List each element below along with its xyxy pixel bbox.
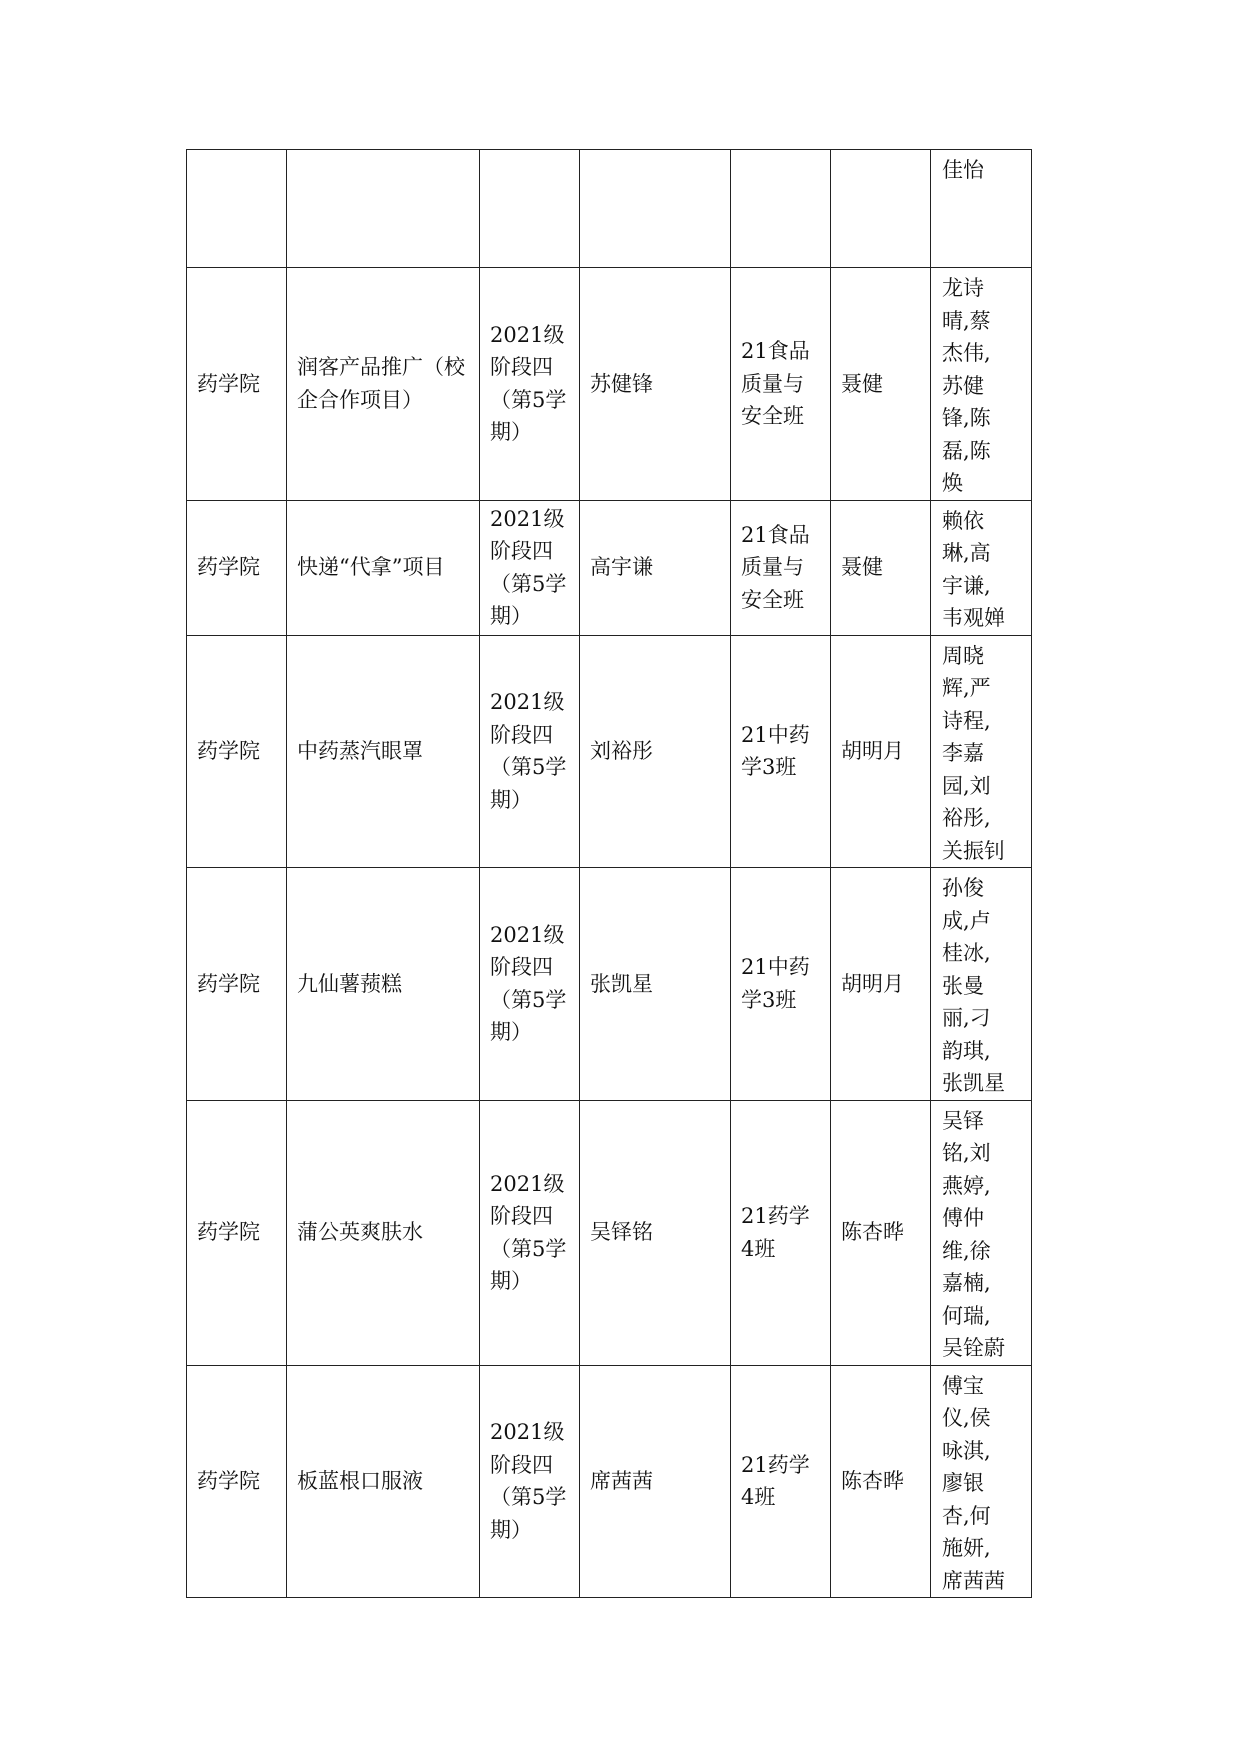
members-cell	[931, 150, 1032, 268]
project-roster-table	[186, 149, 1032, 1598]
advisor-cell: 陈杏晔	[831, 1100, 931, 1365]
member-line: 磊,陈	[942, 438, 991, 463]
college-cell: 药学院	[187, 635, 287, 868]
member-line: 韦观婵	[942, 606, 1005, 630]
member-line: 李嘉	[942, 741, 984, 765]
project-name-cell: 快递“代拿”项目	[287, 500, 480, 635]
advisor-cell: 聂健	[831, 268, 931, 501]
advisor-cell: 聂健	[831, 500, 931, 635]
member-line: 燕婷,	[942, 1173, 991, 1198]
class-cell: 21食品质量与安全班	[731, 268, 831, 501]
stage-cell	[480, 150, 580, 268]
member-line: 杰伟,	[942, 341, 991, 365]
class-cell: 21药学4班	[731, 1100, 831, 1365]
college-cell: 药学院	[187, 1365, 287, 1598]
members-cell	[931, 1100, 1032, 1365]
members-cell	[931, 635, 1032, 868]
member-line: 丽,刁	[942, 1006, 991, 1030]
member-line: 成,卢	[942, 908, 991, 933]
college-cell: 药学院	[187, 268, 287, 501]
member-line: 裕彤,	[942, 806, 991, 830]
member-line: 张曼	[942, 973, 984, 998]
table-row	[187, 150, 1032, 268]
project-name-cell: 润客产品推广（校企合作项目）	[287, 268, 480, 501]
stage-cell: 2021级阶段四（第5学期）	[480, 1100, 580, 1365]
member-line: 维,徐	[942, 1238, 991, 1263]
class-cell	[731, 150, 831, 268]
class-cell: 21药学4班	[731, 1365, 831, 1598]
member-line: 吴铎	[942, 1108, 984, 1133]
leader-cell: 苏健锋	[580, 268, 731, 501]
member-line: 嘉楠,	[942, 1271, 991, 1295]
class-cell: 21中药学3班	[731, 868, 831, 1101]
member-line: 赖依	[942, 508, 984, 533]
stage-cell: 2021级阶段四（第5学期）	[480, 868, 580, 1101]
leader-cell: 刘裕彤	[580, 635, 731, 868]
leader-cell: 张凯星	[580, 868, 731, 1101]
member-line: 关振钊	[942, 838, 1005, 863]
advisor-cell	[831, 150, 931, 268]
member-line: 铭,刘	[942, 1141, 991, 1165]
college-cell	[187, 150, 287, 268]
table-row	[187, 1365, 1032, 1598]
member-line: 宇谦,	[942, 573, 991, 598]
stage-cell: 2021级阶段四（第5学期）	[480, 1365, 580, 1598]
project-name-cell: 中药蒸汽眼罩	[287, 635, 480, 868]
college-cell: 药学院	[187, 1100, 287, 1365]
member-line: 苏健	[942, 373, 984, 398]
advisor-cell: 胡明月	[831, 868, 931, 1101]
project-name-cell	[287, 150, 480, 268]
member-line: 施妍,	[942, 1536, 991, 1560]
member-line: 廖银	[942, 1471, 984, 1495]
leader-cell	[580, 150, 731, 268]
stage-cell: 2021级阶段四（第5学期）	[480, 635, 580, 868]
table-row	[187, 1100, 1032, 1365]
member-line: 龙诗	[942, 276, 984, 300]
class-cell: 21中药学3班	[731, 635, 831, 868]
member-line: 咏淇,	[942, 1438, 991, 1463]
members-cell	[931, 500, 1032, 635]
member-line: 锋,陈	[942, 406, 991, 430]
table-body	[187, 150, 1032, 1598]
members-cell	[931, 868, 1032, 1101]
member-line: 吴铨蔚	[942, 1336, 1005, 1360]
member-line: 杏,何	[942, 1503, 991, 1528]
advisor-cell: 陈杏晔	[831, 1365, 931, 1598]
member-line: 琳,高	[942, 541, 991, 565]
table-row	[187, 500, 1032, 635]
stage-cell: 2021级阶段四（第5学期）	[480, 268, 580, 501]
members-cell	[931, 1365, 1032, 1598]
project-name-cell: 蒲公英爽肤水	[287, 1100, 480, 1365]
members-cell	[931, 268, 1032, 501]
member-line: 焕	[942, 471, 963, 495]
college-cell: 药学院	[187, 500, 287, 635]
project-name-cell: 板蓝根口服液	[287, 1365, 480, 1598]
college-cell: 药学院	[187, 868, 287, 1101]
table-row	[187, 635, 1032, 868]
member-line: 仪,侯	[942, 1406, 991, 1430]
stage-cell: 2021级阶段四（第5学期）	[480, 500, 580, 635]
member-line: 佳怡	[942, 158, 984, 182]
member-line: 园,刘	[942, 773, 991, 798]
member-line: 晴,蔡	[942, 308, 991, 333]
member-line: 周晓	[942, 643, 984, 668]
member-line: 席茜茜	[942, 1568, 1005, 1593]
member-line: 孙俊	[942, 876, 984, 900]
member-line: 辉,严	[942, 676, 991, 700]
project-name-cell: 九仙薯蓣糕	[287, 868, 480, 1101]
leader-cell: 席茜茜	[580, 1365, 731, 1598]
leader-cell: 吴铎铭	[580, 1100, 731, 1365]
table-row	[187, 268, 1032, 501]
member-line: 韵琪,	[942, 1038, 991, 1063]
member-line: 何瑞,	[942, 1303, 991, 1328]
class-cell: 21食品质量与安全班	[731, 500, 831, 635]
member-line: 张凯星	[942, 1071, 1005, 1095]
member-line: 桂冰,	[942, 941, 991, 965]
leader-cell: 高宇谦	[580, 500, 731, 635]
member-line: 傅宝	[942, 1373, 984, 1398]
member-line: 傅仲	[942, 1206, 984, 1230]
table-row	[187, 868, 1032, 1101]
advisor-cell: 胡明月	[831, 635, 931, 868]
member-line: 诗程,	[942, 708, 991, 733]
